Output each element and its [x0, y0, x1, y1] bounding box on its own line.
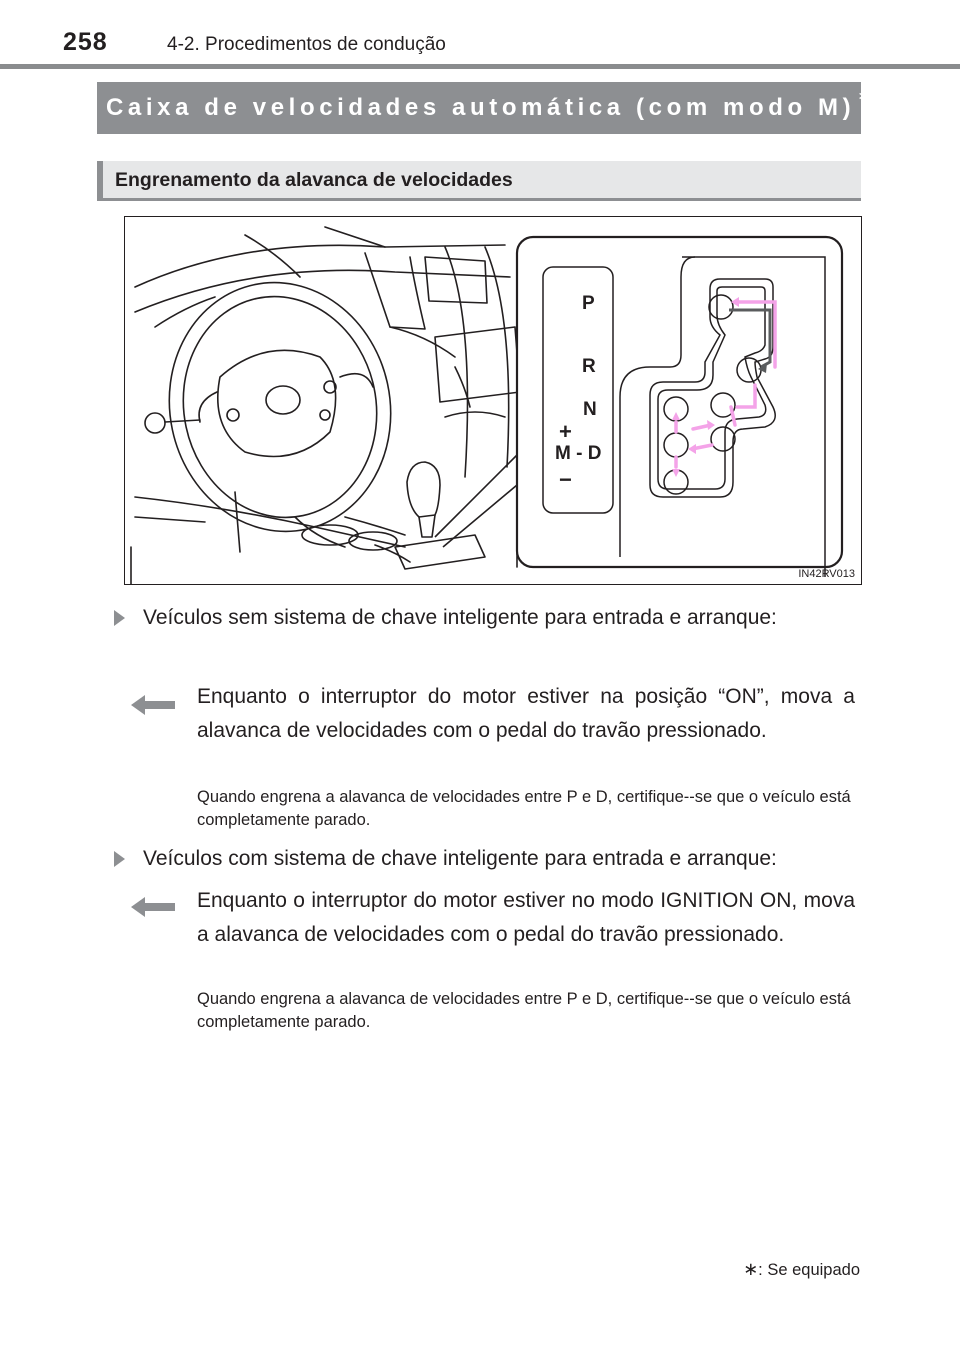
bullet-text: Veículos com sistema de chave inteligente para entrada e arranque:: [143, 847, 777, 870]
subtitle-text: Engrenamento da alavanca de velocidades: [115, 169, 513, 191]
title-bar: [97, 82, 871, 134]
footnote-mark: ∗: [743, 1259, 759, 1279]
arrow-left-icon: [131, 694, 175, 716]
bullet-item: [114, 842, 859, 875]
instruction-text: Enquanto o interruptor do motor estiver na posição “ON”, mova a alavanca de velocidades com o pedal do travão pressionado.: [197, 685, 855, 742]
gear-label-minus: −: [559, 467, 572, 492]
page-title: Caixa de velocidades automática (com modo M): [106, 94, 856, 121]
section-label: 4-2. Procedimentos de condução: [167, 34, 446, 55]
subtitle-bar: [97, 161, 861, 201]
bullet-text: Veículos sem sistema de chave inteligente para entrada e arranque:: [143, 606, 777, 629]
figure-code: IN42RV013: [798, 568, 855, 580]
arrow-left-icon: [131, 896, 175, 918]
cockpit-illustration: [125, 217, 862, 585]
note-text: Quando engrena a alavanca de velocidades entre P e D, certifique--se que o veículo está completamente parado.: [197, 788, 851, 829]
title-footnote-mark: ∗: [857, 88, 871, 105]
note-text: Quando engrena a alavanca de velocidades entre P e D, certifique--se que o veículo está completamente parado.: [197, 990, 851, 1031]
gear-label-p: P: [582, 293, 595, 314]
gear-label-n: N: [583, 399, 597, 420]
gear-label-plus: +: [559, 419, 572, 444]
footnote: [743, 1259, 860, 1280]
bullet-triangle-icon: [114, 610, 125, 626]
gear-label-r: R: [582, 356, 596, 377]
gear-lever-figure: [124, 216, 862, 585]
bullet-item: [114, 601, 859, 634]
subtitle-accent: [97, 161, 103, 198]
bullet-triangle-icon: [114, 851, 125, 867]
page-number: 258: [63, 28, 108, 56]
instruction-text: Enquanto o interruptor do motor estiver no modo IGNITION ON, mova a alavanca de velocidades com o pedal do travão pressionado.: [197, 889, 855, 946]
gear-label-md: M - D: [555, 443, 602, 464]
footnote-text: : Se equipado: [758, 1261, 860, 1279]
header-rule: [0, 64, 960, 69]
